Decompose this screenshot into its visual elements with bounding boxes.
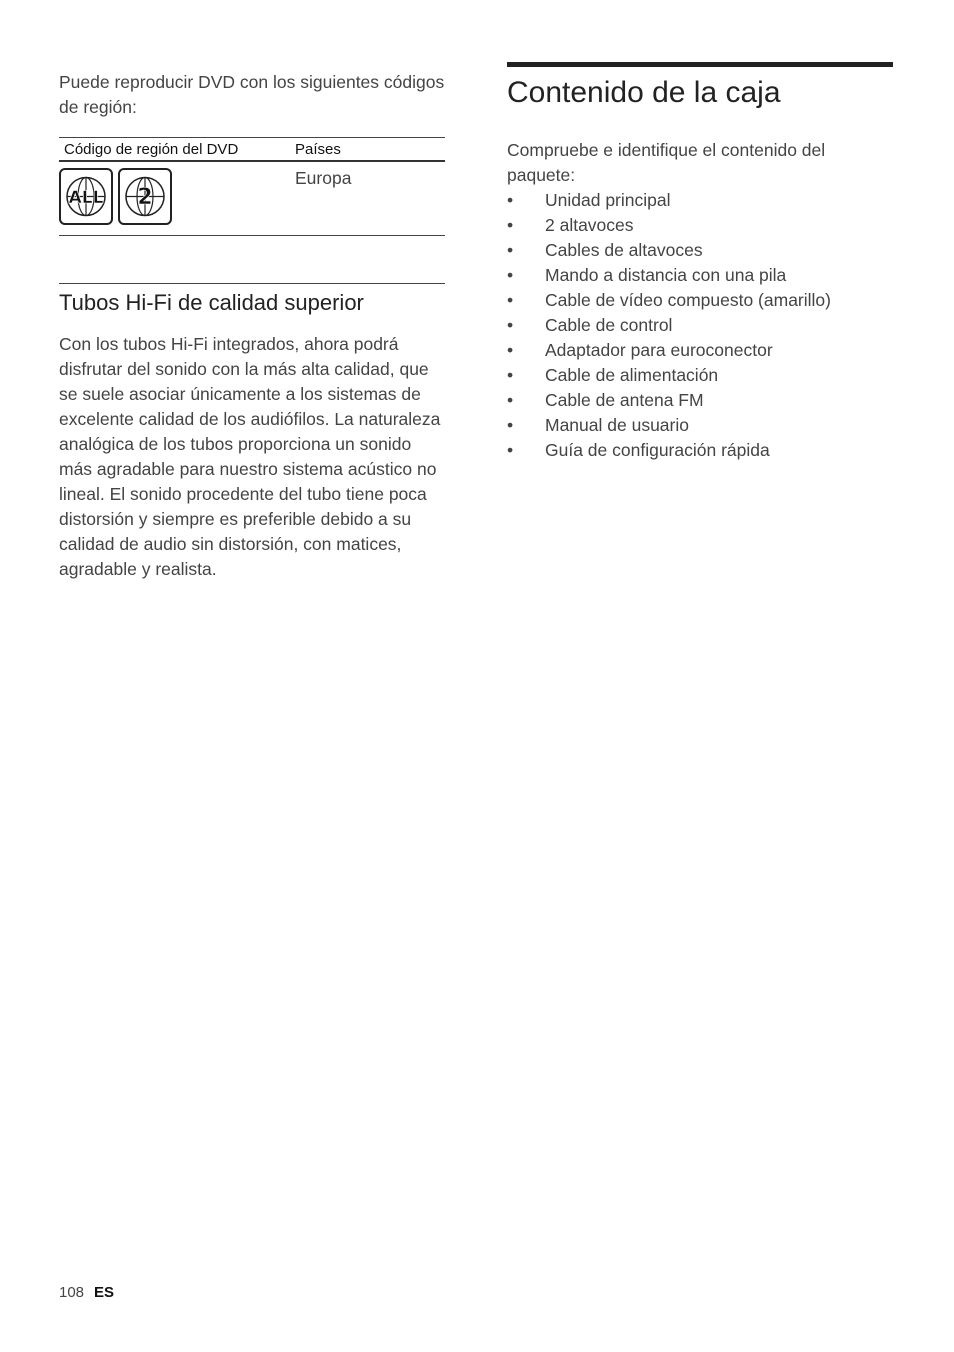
list-item-label: Manual de usuario xyxy=(545,415,689,435)
bullet-icon: • xyxy=(507,190,514,210)
language-code: ES xyxy=(94,1284,115,1301)
page-footer xyxy=(59,1284,114,1301)
bullet-icon: • xyxy=(507,265,514,285)
list-item-label: 2 altavoces xyxy=(545,215,634,235)
list-item-label: Mando a distancia con una pila xyxy=(545,265,787,285)
region-2-label: 2 xyxy=(137,185,153,210)
list-item-label: Cable de control xyxy=(545,315,673,335)
region-table xyxy=(59,137,445,236)
list-item xyxy=(507,213,893,238)
heading-rule xyxy=(507,62,893,67)
bullet-icon: • xyxy=(507,315,514,335)
bullet-icon: • xyxy=(507,390,514,410)
list-item-label: Cable de alimentación xyxy=(545,365,719,385)
table-header-countries: Países xyxy=(290,138,445,162)
list-item-label: Cable de antena FM xyxy=(545,390,704,410)
contents-intro: Compruebe e identifique el contenido del paquete: xyxy=(507,140,826,185)
bullet-icon: • xyxy=(507,365,514,385)
bullet-icon: • xyxy=(507,240,514,260)
country-cell: Europa xyxy=(290,161,445,236)
region-intro: Puede reproducir DVD con los siguientes códigos de región: xyxy=(59,72,445,117)
section-heading: Tubos Hi-Fi de calidad superior xyxy=(59,283,445,318)
list-item-label: Unidad principal xyxy=(545,190,671,210)
table-header-region-code: Código de región del DVD xyxy=(59,138,290,162)
region-2-icon xyxy=(118,168,172,225)
region-logos-cell xyxy=(59,161,290,236)
list-item-label: Guía de configuración rápida xyxy=(545,440,770,460)
contents-list xyxy=(507,188,893,463)
bullet-icon: • xyxy=(507,440,514,460)
page-title: Contenido de la caja xyxy=(507,76,781,109)
region-all-label: ALL xyxy=(68,188,104,208)
section-body: Con los tubos Hi-Fi integrados, ahora podrá disfrutar del sonido con la más alta calidad, que se suele asociar únicamente a los sistemas de excelente calidad de los audiófilos. La naturaleza analógica de los tubos proporciona un sonido más agradable para nuestro sistema acústico no lineal. El sonido procedente del tubo tiene poca distorsión y siempre es preferible debido a su calidad de audio sin distorsión, con matices, agradable y realista. xyxy=(59,334,441,579)
page-number: 108 xyxy=(59,1284,85,1301)
list-item xyxy=(507,388,893,413)
region-all-icon xyxy=(59,168,113,225)
list-item xyxy=(507,313,893,338)
bullet-icon: • xyxy=(507,415,514,435)
bullet-icon: • xyxy=(507,290,514,310)
left-column xyxy=(59,70,445,582)
list-item xyxy=(507,413,893,438)
list-item-label: Cables de altavoces xyxy=(545,240,703,260)
list-item-label: Adaptador para euroconector xyxy=(545,340,773,360)
list-item xyxy=(507,438,893,463)
list-item-label: Cable de vídeo compuesto (amarillo) xyxy=(545,290,831,310)
list-item xyxy=(507,238,893,263)
list-item xyxy=(507,288,893,313)
list-item xyxy=(507,188,893,213)
list-item xyxy=(507,263,893,288)
right-column xyxy=(507,62,893,463)
bullet-icon: • xyxy=(507,340,514,360)
list-item xyxy=(507,338,893,363)
table-row xyxy=(59,161,445,236)
bullet-icon: • xyxy=(507,215,514,235)
list-item xyxy=(507,363,893,388)
